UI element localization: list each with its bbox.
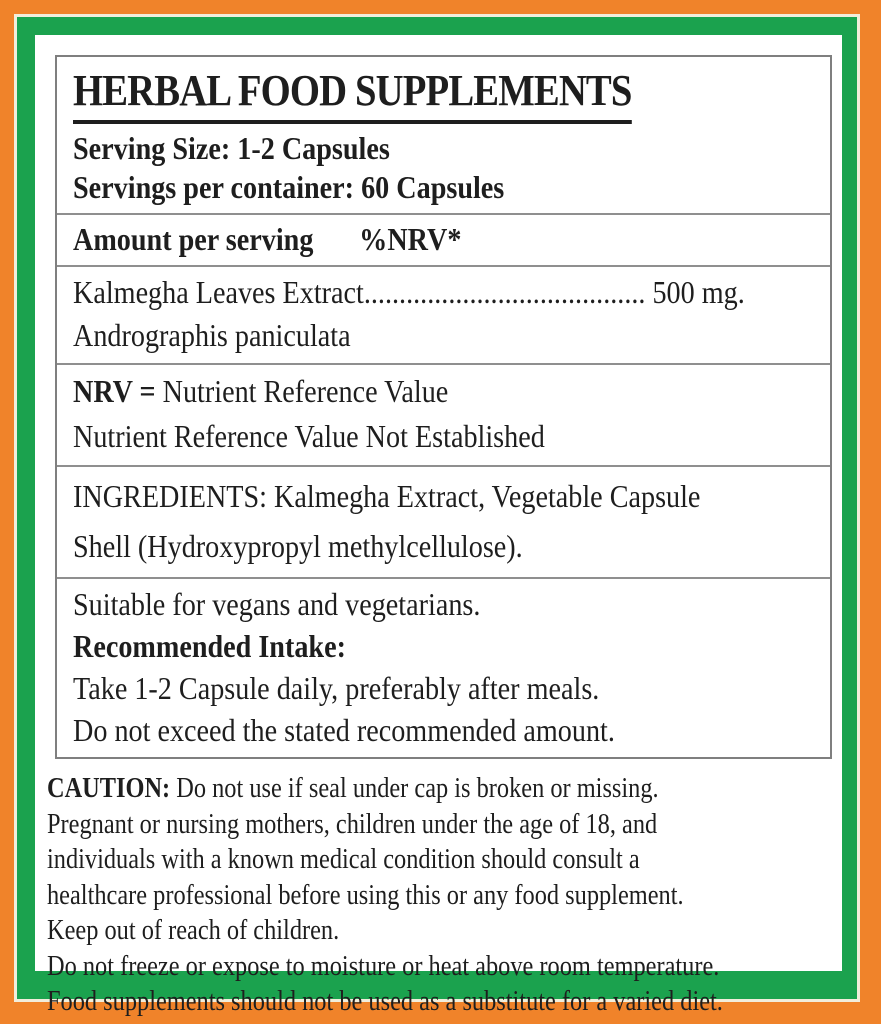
nrv-column-label: %NRV* (359, 221, 462, 257)
ingredient-botanical-name: Andrographis paniculata (73, 317, 351, 353)
nrv-abbreviation: NRV = (73, 373, 156, 409)
caution-paragraph (47, 771, 847, 1020)
caution-line: Pregnant or nursing mothers, children under the age of 18, and (47, 807, 658, 840)
nrv-definition: Nutrient Reference Value (162, 373, 449, 409)
caution-line: Keep out of reach of children. (47, 914, 340, 946)
nrv-definition-row (57, 363, 830, 465)
usage-directions-row (57, 577, 830, 757)
amount-per-serving-header (57, 213, 830, 265)
label-content-area (35, 35, 842, 1017)
vegan-suitability-text: Suitable for vegans and vegetarians. (73, 586, 481, 622)
caution-seal-warning: Do not use if seal under cap is broken or missing. (176, 772, 659, 804)
caution-line: healthcare professional before using this or any food supplement. (47, 878, 684, 911)
ingredients-line-2: Shell (Hydroxypropyl methylcellulose). (73, 528, 523, 564)
caution-line: Food supplements should not be used as a substitute for a varied diet. (47, 985, 723, 1017)
ingredient-amount: 500 mg. (652, 274, 745, 310)
caution-line: individuals with a known medical condition should consult a (47, 843, 640, 875)
panel-header-row (57, 57, 830, 213)
cream-line-frame (14, 14, 860, 1017)
ingredients-line-1: INGREDIENTS: Kalmegha Extract, Vegetable Capsule (73, 478, 701, 514)
do-not-exceed-text: Do not exceed the stated recommended amount. (73, 712, 615, 748)
ingredient-amount-row (57, 265, 830, 363)
green-frame (17, 17, 857, 1017)
servings-per-container-text: Servings per container: 60 Capsules (73, 169, 505, 205)
dot-leader: ........................................ (363, 274, 646, 310)
serving-size-text: Serving Size: 1-2 Capsules (73, 130, 390, 166)
page-title: HERBAL FOOD SUPPLEMENTS (73, 63, 632, 124)
ingredients-list-row (57, 465, 830, 577)
dosage-instruction-text: Take 1-2 Capsule daily, preferably after meals. (73, 670, 600, 706)
supplement-facts-panel (55, 55, 832, 759)
recommended-intake-heading: Recommended Intake: (73, 628, 346, 664)
ingredient-name: Kalmegha Leaves Extract (73, 274, 364, 310)
caution-heading: CAUTION: (47, 772, 171, 804)
nrv-not-established-text: Nutrient Reference Value Not Established (73, 418, 545, 454)
caution-line: Do not freeze or expose to moisture or heat above room temperature. (47, 949, 720, 982)
amount-per-serving-label: Amount per serving (73, 221, 314, 257)
